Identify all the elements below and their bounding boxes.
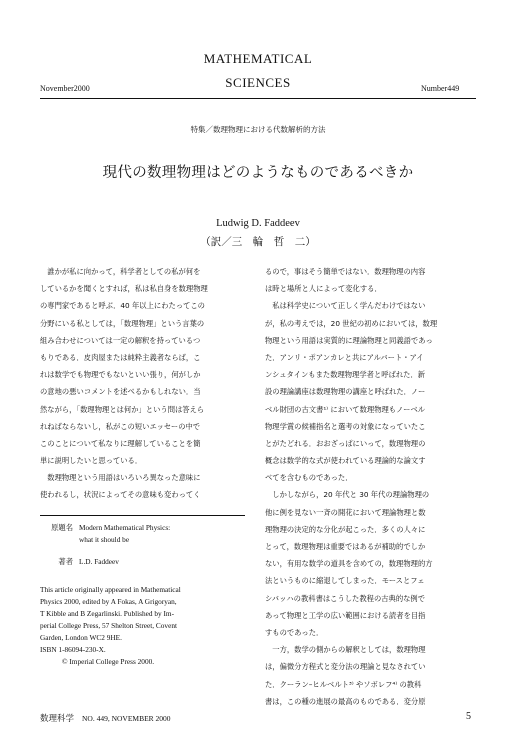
- header-date: November2000: [40, 84, 90, 93]
- source-line: This article originally appeared in Mathematical: [40, 585, 181, 594]
- header-issue: Number449: [421, 84, 460, 93]
- right-line: シバッハの教科書はこうした教程の古典的な例で: [265, 593, 426, 603]
- original-title-1: Modern Mathematical Physics:: [79, 523, 171, 532]
- left-line: 使われるし，状況によってその意味も変わってく: [40, 490, 201, 500]
- source-line: perial College Press, 57 Shelton Street, Covent: [40, 621, 177, 630]
- source-line: T Kibble and B Zegarlinski. Published by Im-: [40, 609, 175, 618]
- right-line: は，偏微分方程式と変分法の理論と見なされてい: [265, 662, 426, 672]
- left-line: このことについて私なりに理解していることを簡: [40, 438, 201, 448]
- right-line: 一方，数学の側からの解釈としては，数理物理: [265, 645, 426, 655]
- right-line: 物理という用語は実質的に理論物理と同義語であっ: [265, 335, 433, 345]
- right-line: た．アンリ・ポアンカレと共にアルバート・アイ: [265, 352, 424, 362]
- right-line: るので，事はそう簡単ではない．数理物理の内容: [265, 267, 426, 276]
- translator-name: （訳／三 輪 哲 二）: [200, 236, 316, 248]
- footer-issue-info: NO. 449, NOVEMBER 2000: [82, 714, 171, 723]
- right-line: とがたどれる．おおざっぱにいって，数理物理の: [265, 438, 426, 448]
- copyright-line: © Imperial College Press 2000.: [62, 657, 155, 666]
- footer-journal-jp: 数理科学: [40, 714, 75, 724]
- right-line: は時と場所と人によって変化する．: [265, 284, 382, 294]
- original-title-2: what it should be: [79, 535, 130, 544]
- right-line: が，私の考えでは，20 世紀の初めにおいては，数理: [265, 318, 438, 328]
- left-line: の専門家であると呼ぶ．40 年以上にわたってこの: [40, 301, 205, 311]
- right-line: 私は科学史について正しく学んだわけではない: [265, 301, 426, 311]
- author-name: Ludwig D. Faddeev: [216, 218, 300, 229]
- right-line: ンシュタインもまた数理物理学者と呼ばれた．新: [265, 370, 426, 380]
- series-title: 特集／数理物理における代数解析的方法: [190, 125, 326, 134]
- left-line: 数理物理という用語はいろいろ異なった意味に: [40, 473, 201, 483]
- left-column: [40, 263, 252, 504]
- author-label: 著者: [58, 557, 73, 566]
- source-line: ISBN 1-86094-230-X.: [40, 645, 106, 654]
- author-value: L.D. Faddeev: [79, 557, 119, 566]
- left-line: 然ながら，「数理物理とは何か」という問は答えら: [40, 404, 205, 414]
- right-line: 概念は数学的な式が使われている理論的な論文す: [265, 456, 426, 466]
- left-line: 分野にいる私としては，「数理物理」という言葉の: [40, 318, 205, 328]
- footer-journal: [40, 712, 171, 724]
- source-line: Physics 2000, edited by A Fokas, A Grigoryan,: [40, 597, 177, 606]
- right-line: ベル財団の古文書¹⁾ において数理物理もノーベル: [265, 404, 426, 414]
- right-line: 法というものに縮退してしまった．モースとフェ: [265, 576, 425, 586]
- original-label: 原題名: [51, 523, 73, 532]
- left-line: の意地の悪いコメントを述べるかもしれない．当: [40, 387, 201, 397]
- left-line: 誰かが私に向かって，科学者としての私が何を: [40, 267, 201, 276]
- left-line: 組み合わせについては一定の解釈を持っているつ: [40, 335, 201, 345]
- right-line: 物理学賞の候補指名と選考の対象になっていたこ: [265, 421, 426, 431]
- page-number: 5: [466, 711, 471, 722]
- left-line: もりである．皮肉屋または純粋主義者ならば，こ: [40, 352, 201, 362]
- right-line: ない，有用な数学の道具を含めての，数理物理的方: [265, 559, 433, 569]
- right-line: 書は，この種の進展の最高のものである．変分原: [265, 696, 426, 706]
- right-line: た．クーラン–ヒルベルト³⁾ やソボレフ⁴⁾ の教科: [265, 679, 422, 689]
- note-rule: [40, 515, 245, 516]
- journal-title-line1: MATHEMATICAL: [203, 51, 313, 66]
- original-title-note: [40, 522, 170, 546]
- right-line: 設の理論講座は数理物理の講座と呼ばれた．ノー: [265, 387, 426, 397]
- left-line: れねばならないし，私がこの短いエッセーの中で: [40, 421, 201, 431]
- source-note: [40, 584, 181, 668]
- left-line: れは数学でも物理でもないといい張り，何がしか: [40, 370, 201, 380]
- header-rule: [40, 98, 476, 99]
- left-line: 単に説明したいと思っている．: [40, 456, 143, 466]
- right-line: しかしながら，20 年代と 30 年代の理論物理の: [265, 490, 430, 500]
- right-line: 他に例を見ない一斉の開花において理論物理と数: [265, 507, 426, 517]
- right-line: とって，数理物理は重要ではあるが補助的でしか: [265, 542, 426, 551]
- author-note: [40, 556, 119, 568]
- right-line: すものであった．: [265, 627, 324, 637]
- source-line: Garden, London WC2 9HE.: [40, 633, 122, 642]
- article-title: 現代の数理物理はどのようなものであるべきか: [102, 165, 414, 181]
- journal-title-line2: SCIENCES: [225, 75, 291, 90]
- right-line: べてを含むものであった．: [265, 473, 353, 483]
- right-line: 理物理の決定的な分化が起こった．多くの人々に: [265, 524, 426, 534]
- right-column: [265, 263, 477, 710]
- left-line: しているかを聞くとすれば，私は私自身を数理物理: [40, 284, 208, 294]
- right-line: あって物理と工学の広い範囲における読者を目指: [265, 610, 426, 620]
